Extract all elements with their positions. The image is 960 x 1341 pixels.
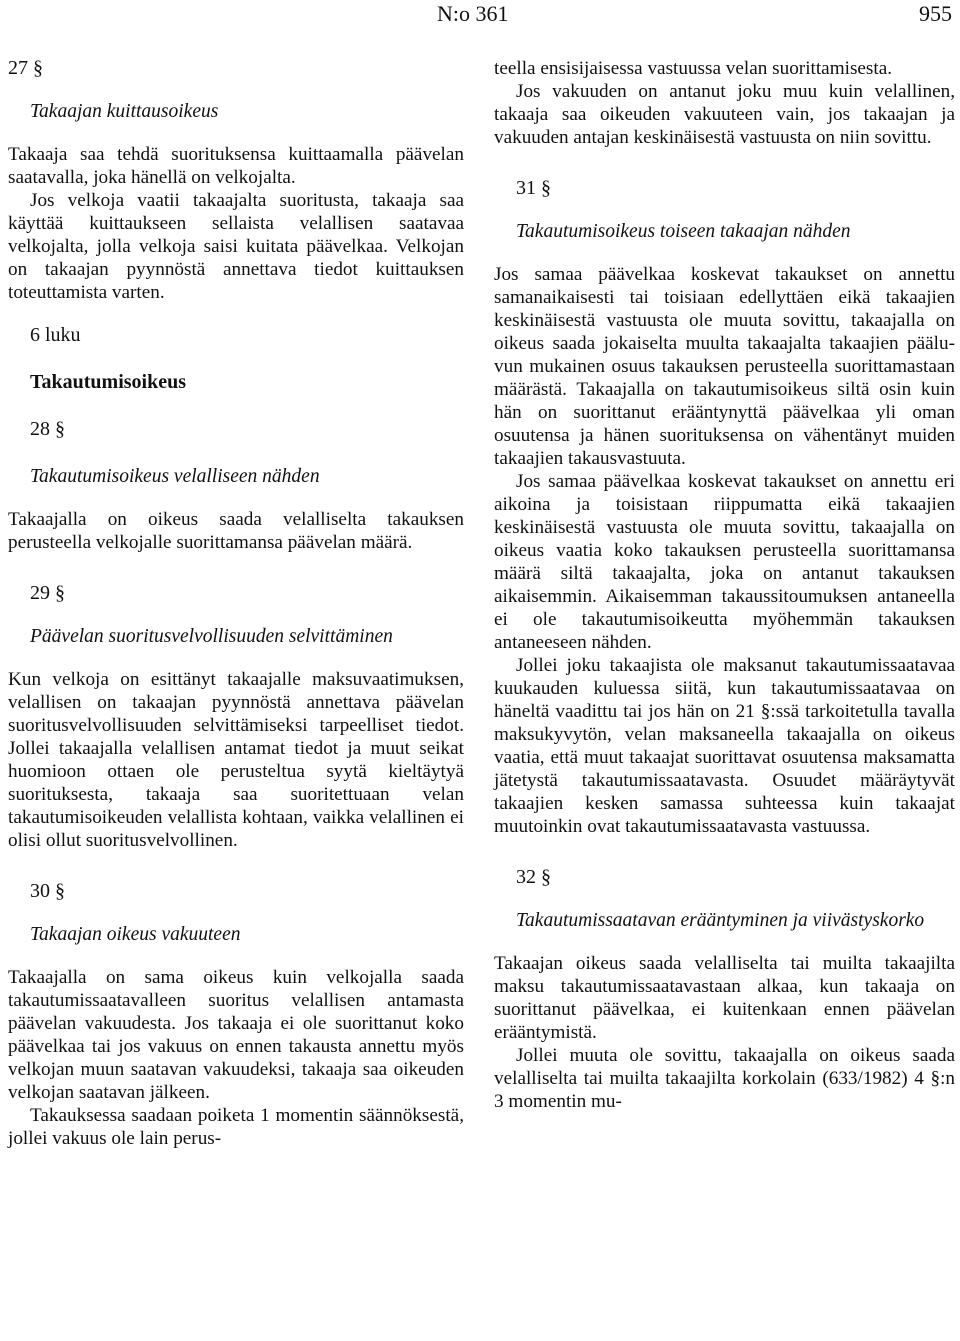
- section-28-para-1: Takaajalla on oikeus saada velalliselta takauksen perusteella velkojalle suorittamansa päävelan määrä.: [8, 509, 464, 553]
- chapter-title: Takautumisoikeus: [30, 371, 186, 393]
- page-header: [0, 0, 960, 30]
- section-28-number: 28 §: [30, 418, 65, 440]
- issue-number: N:o 361: [437, 1, 509, 26]
- right-column: [494, 57, 955, 1113]
- section-27-para-1: Takaaja saa tehdä suorituksensa kuittaamalla päävelan saatavalla, joka hänellä on velkojalta.: [8, 144, 464, 188]
- section-27-number: 27 §: [8, 57, 43, 79]
- section-31-para-1: Jos samaa päävelkaa koskevat takaukset on annettu samanaikaisesti tai toisiaan edellyttäen eikä takaajien keskinäisestä vastuusta ole muuta sovittu, takaajalla on oikeus saada jokaiselta muulta takaajalta takaajien pääluvun mukainen osuus takauksen perusteella suorittamastaan määrästä. Takaajalla on takautumisoikeus siltä osin kuin hän on suorittanut erääntynyttä päävelkaa yli oman osuutensa ja hänen suorituksensa on vähentänyt muiden takaajien takausvastuuta.: [494, 264, 955, 469]
- continued-para-1: teella ensisijaisessa vastuussa velan suorittamisesta.: [494, 58, 893, 79]
- section-27-title: Takaajan kuittausoikeus: [30, 101, 219, 122]
- section-32-title: Takautumissaatavan erääntyminen ja viivästyskorko: [516, 910, 925, 931]
- section-32-number: 32 §: [516, 866, 551, 888]
- continued-para-2: Jos vakuuden on antanut joku muu kuin velallinen, takaaja saa oikeuden vakuuteen vain, jos takaajan ja vakuuden antajan keskinäisestä vastuusta on niin sovittu.: [494, 81, 955, 148]
- section-29-title: Päävelan suoritusvelvollisuuden selvittäminen: [30, 626, 393, 647]
- chapter-number: 6 luku: [30, 324, 81, 346]
- section-27-para-2: Jos velkoja vaatii takaajalta suoritusta, takaaja saa käyttää kuittaukseen sellaista velallisen saatavaa velkojalta, jolla velkoja saisi kuitata päävelkaa. Velkojan on takaajan pyynnöstä annettava tiedot kuittauksen toteuttamista varten.: [8, 190, 464, 303]
- section-30-para-1: Takaajalla on sama oikeus kuin velkojalla saada takautumissaatavalleen suoritus velallisen antamasta päävelan vakuudesta. Jos takaaja ei ole suorittanut koko päävelkaa tai jos vakuus on ennen takausta annettu myös velkojan muun saatavan vakuudeksi, takaaja saa oikeuden velkojan saatavan jälkeen.: [8, 967, 464, 1103]
- section-31-para-2: Jos samaa päävelkaa koskevat takaukset on annettu eri aikoina ja toisistaan riippumatta eikä takaajien keskinäisestä vastuusta ole muuta sovittu, takaajalla on oikeus vaatia koko takauksen perusteella suorittamansa määrä siltä takaajalta, joka on antanut takauksen aikaisemmin. Aikaisemman takaussitoumuksen antaneella ei ole takautumisoikeutta myöhemmän takauksen antaneeseen nähden.: [494, 471, 955, 653]
- left-column: [8, 57, 464, 1150]
- section-30-title: Takaajan oikeus vakuuteen: [30, 924, 241, 945]
- section-30-number: 30 §: [30, 880, 65, 902]
- section-31-para-3: Jollei joku takaajista ole maksanut takautumissaatavaa kuukauden kuluessa siitä, kun takautumissaatavaa on häneltä vaadittu tai jos hän on 21 §:ssä tarkoitetulla tavalla maksukyvytön, velan maksaneella takaajalla on oikeus vaatia, että muut takaajat suorittavat osuutensa maksamatta jätetystä takautumissaatavasta. Osuudet määräytyvät takaajien kesken samassa suhteessa kuin takaajat muutoinkin ovat takautumissaatavasta vastuussa.: [494, 655, 955, 837]
- section-31-title: Takautumisoikeus toiseen takaajan nähden: [516, 221, 851, 242]
- section-31-number: 31 §: [516, 177, 551, 199]
- section-32-para-1: Takaajan oikeus saada velalliselta tai muilta takaajilta maksu takautumissaatavastaan alkaa, kun takaaja on suorittanut päävelkaa, ei kuitenkaan ennen päävelan erääntymistä.: [494, 953, 955, 1043]
- section-30-para-2: Takauksessa saadaan poiketa 1 momentin säännöksestä, jollei vakuus ole lain perus-: [8, 1105, 464, 1149]
- section-32-para-2: Jollei muuta ole sovittu, takaajalla on oikeus saada velalliselta tai muilta takaajilta korkolain (633/1982) 4 §:n 3 momentin mu-: [494, 1045, 955, 1112]
- section-29-para-1: Kun velkoja on esittänyt takaajalle maksuvaatimuksen, velallisen on takaajan pyynnöstä annettava päävelan suoritusvelvollisuuden selvittämiseksi tarpeelliset tiedot. Jollei takaajalla velallisen antamat tiedot ja muut seikat huomioon ottaen ole perusteltua syytä kieltäytyä suorituksesta, takaaja saa suoritettuaan velan takautumisoikeuden velallista kohtaan, vaikka velallinen ei olisi ollut suoritusvelvollinen.: [8, 669, 464, 851]
- section-29-number: 29 §: [30, 582, 65, 604]
- page-number: 955: [919, 1, 952, 26]
- section-28-title: Takautumisoikeus velalliseen nähden: [30, 466, 320, 487]
